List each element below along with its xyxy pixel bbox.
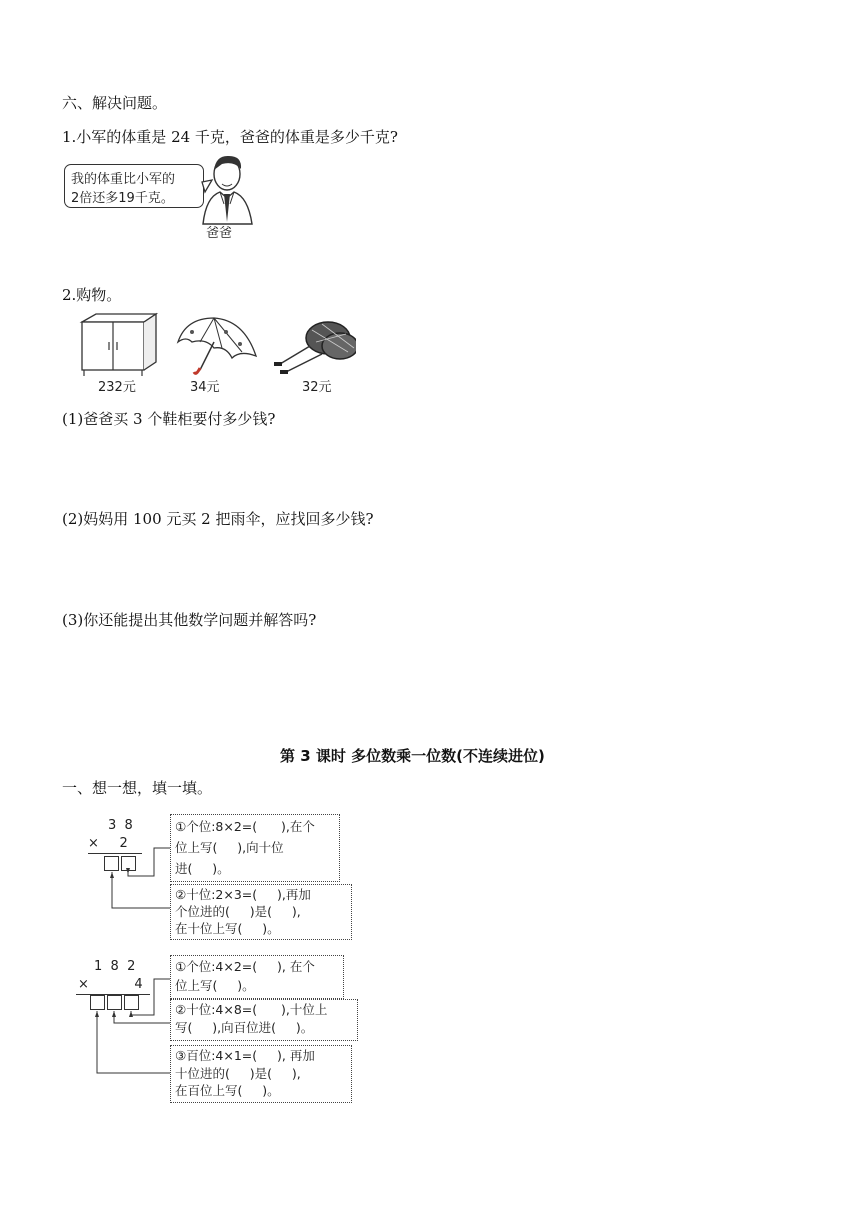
multiplier: × 4 bbox=[78, 977, 143, 992]
arrows bbox=[62, 953, 182, 1113]
umbrella-price: 34元 bbox=[190, 380, 220, 395]
cabinet-icon bbox=[74, 312, 164, 378]
step-box-1 bbox=[170, 955, 344, 999]
step2-line3: 在十位上写( )。 bbox=[175, 921, 280, 936]
step3-line1: ③百位:4×1=( ), 再加 bbox=[175, 1048, 315, 1063]
speech-line-2: 2倍还多19千克。 bbox=[71, 191, 174, 206]
sub-question-1: (1)爸爸买 3 个鞋柜要付多少钱? bbox=[62, 410, 276, 428]
step2-line2: 个位进的( )是( ), bbox=[175, 904, 301, 919]
step-box-3 bbox=[170, 1045, 352, 1103]
sub-question-2: (2)妈妈用 100 元买 2 把雨伞，应找回多少钱? bbox=[62, 510, 374, 528]
arrows bbox=[62, 810, 182, 945]
step1-line3: 进( )。 bbox=[175, 861, 230, 876]
question-2: 2.购物。 bbox=[62, 286, 122, 304]
step1-line1: ①个位:4×2=( ), 在个 bbox=[175, 959, 315, 974]
lesson-title: 第 3 课时 多位数乘一位数(不连续进位) bbox=[280, 747, 545, 765]
step-box-2 bbox=[170, 999, 358, 1041]
cabinet-price: 232元 bbox=[98, 380, 136, 395]
step2-line1: ②十位:2×3=( ),再加 bbox=[175, 887, 311, 902]
question-1: 1.小军的体重是 24 千克，爸爸的体重是多少千克? bbox=[62, 128, 398, 146]
umbrella-icon bbox=[170, 312, 260, 378]
section-heading-1: 一、想一想，填一填。 bbox=[62, 779, 213, 797]
section-heading: 六、解决问题。 bbox=[62, 94, 168, 112]
step-box-1 bbox=[170, 814, 340, 882]
racket-price: 32元 bbox=[302, 380, 332, 395]
step3-line2: 十位进的( )是( ), bbox=[175, 1065, 301, 1081]
step1-line1: ①个位:8×2=( ),在个 bbox=[175, 819, 315, 834]
example-182x4 bbox=[62, 953, 372, 1113]
example-38x2 bbox=[62, 810, 362, 945]
multiplier: × 2 bbox=[88, 836, 128, 851]
racket-icon bbox=[266, 312, 356, 378]
step1-line2: 位上写( )。 bbox=[175, 978, 255, 993]
shop-items bbox=[62, 310, 362, 398]
multiplicand: 3 8 bbox=[108, 818, 133, 833]
multiplicand: 1 8 2 bbox=[94, 959, 136, 974]
father-icon bbox=[62, 152, 282, 244]
step2-line2: 写( ),向百位进( )。 bbox=[175, 1020, 314, 1035]
step-box-2 bbox=[170, 884, 352, 940]
father-illustration bbox=[62, 152, 282, 244]
father-label: 爸爸 bbox=[206, 226, 233, 241]
step3-line3: 在百位上写( )。 bbox=[175, 1083, 280, 1098]
sub-question-3: (3)你还能提出其他数学问题并解答吗? bbox=[62, 611, 317, 629]
speech-line-1: 我的体重比小军的 bbox=[71, 172, 176, 187]
step2-line1: ②十位:4×8=( ),十位上 bbox=[175, 1002, 328, 1017]
step1-line2: 位上写( ),向十位 bbox=[175, 840, 284, 855]
